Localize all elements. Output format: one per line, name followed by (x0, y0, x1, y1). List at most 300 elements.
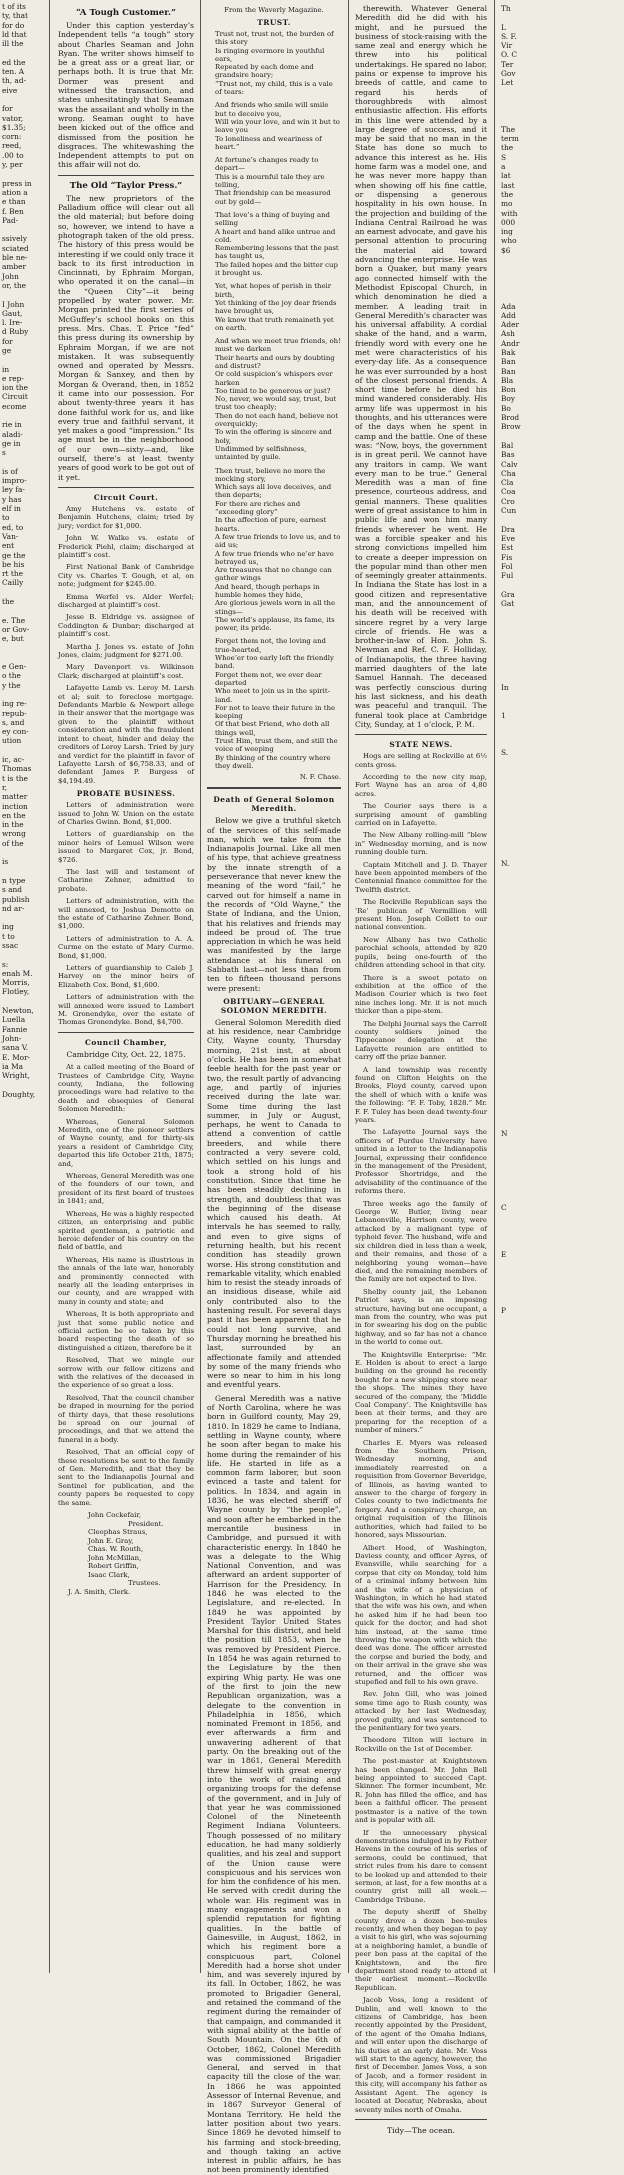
poem-line: Which says all love deceives, and then departs; (215, 483, 332, 500)
fragment-line: Cla (501, 478, 514, 488)
fragment-line (501, 962, 622, 971)
fragment-line: John (2, 271, 19, 281)
fragment-line: s (2, 448, 6, 458)
paragraph: General Solomon Meredith died at his residence, near Cambridge City, Wayne county, Thursday morning, 21st inst, at about o’clock. He has been in somewhat feeble health for the past year or two, the result partly of advancing age, and partly of injuries received during the late war. Some time during the last summer, in July or August, perhaps, he went to Canada to attend a convention of cattle breeders, and while there contracted a very severe cold, which settled on his lungs and took a strong hold of his constitution. Since that time he has been steadily declining in strength, and doubtless that was the beginning of the disease which caused his death. At intervals he has seemed to rally, and even to give signs of returning health, but his recent condition has steadily grown worse. His strong constitution and remarkable vitality, which enabled him to resist the steady inroads of an insidious disease, while aid only contributed also to the hastening result. For several days past it has been apparent that he could not long survive, and Thursday morning he breathed his last, surrounded by an affectionate family and attended by some of the many friends who were so near to him in his long and eventful years. (207, 1017, 341, 1390)
poem-line: In the affection of pure, earnest hearts. (215, 516, 327, 533)
fragment-line (501, 655, 622, 664)
fragment-line: Ada (501, 301, 516, 311)
fragment-line: ent (2, 541, 15, 551)
paragraph: Rev. John Gill, who was joined some time ago to Rush county, was attacked by her last Wednesday, proved guilty, and was sentenced to the penitentiary for two years. (355, 1690, 487, 1733)
fragment-line (501, 952, 622, 961)
paragraph: Theodore Tilton will lecture in Rockville on the 1st of December. (355, 1736, 487, 1753)
poem-line: Their hearts and ours by doubting and distrust? (215, 353, 335, 370)
fragment-line (2, 643, 46, 652)
fragment-line (501, 766, 622, 775)
fragment-line (501, 924, 622, 933)
fragment-line (501, 1343, 622, 1352)
fragment-line: or, the (2, 280, 26, 290)
fragment-line: en the (2, 810, 26, 820)
fragment-line (501, 1324, 622, 1333)
fragment-line (501, 1120, 622, 1129)
fragment-line: Ader (501, 320, 519, 330)
fragment-line: Andr (501, 338, 520, 348)
fragment-line: in the (2, 820, 24, 830)
fragment-line (501, 283, 622, 292)
fragment-line: Bak (501, 347, 516, 357)
fragment-line: of the (2, 838, 24, 848)
fragment-line: sciated (2, 243, 29, 253)
column-2 (203, 0, 345, 2175)
fragment-line: Gaut, (2, 308, 23, 318)
fragment-line: ge the (2, 550, 26, 560)
poem-line: At fortune’s changes ready to depart— (215, 156, 319, 173)
fragment-line: Bla (501, 375, 514, 385)
fragment-line (2, 653, 46, 662)
fragment-line: l. Ire- (2, 318, 23, 328)
paragraph: Whereas, His name is illustrious in the annals of the late war, honorably and prominently connected with nearly all the leading enterprises in our county, and are wrapped with many in county and state; and (58, 1255, 194, 1306)
paragraph: Resolved, That the council chamber be draped in mourning for the period of thirty days, that these resolutions be spread on our journal of proceedings, and that we attend the funeral in a body. (58, 1393, 194, 1444)
fragment-line: Bas (501, 450, 515, 460)
fragment-line (501, 13, 622, 22)
fragment-line: Ter (501, 59, 514, 69)
fragment-line: Pad- (2, 215, 19, 225)
paragraph: At a called meeting of the Board of Trustees of Cambridge City, Wayne county, Indiana, the following proceedings were had relative to the death and obsequies of General Solomon Meredith: (58, 1063, 194, 1114)
poem-line: A few true friends who ne’er have betrayed us, (215, 549, 334, 566)
fragment-line (2, 746, 46, 755)
fragment-line: Th (501, 4, 511, 13)
trustee-name: Chas. W. Routh, (88, 1545, 144, 1554)
fragment-line: s, and (2, 717, 25, 727)
fragment-line (501, 580, 622, 589)
fragment-line: a (501, 162, 506, 172)
fragment-line: press in (2, 178, 32, 188)
fragment-line (501, 701, 622, 710)
fragment-line (501, 1148, 622, 1157)
fragment-line: mo (501, 199, 513, 209)
divider (58, 175, 194, 176)
paragraph: General Meredith was a native of North Carolina, where he was born in Guilford county, May 29, 1810. In 1829 he came to Indiana, settling in Wayne county, where he soon after began to make his home during the remainder of his life. He started in life as a common farm laborer, but soon evinced a taste and talent for politics. In 1834, and again in 1836, he was elected sheriff of Wayne county by “the people”, and soon after he embarked in the mercantile business in Cambridge, and pursued it with characteristic energy. In 1840 he was a delegate to the Whig National Convention, and was afterward an ardent supporter of Harrison for the Presidency. In 1846 he was elected to the Legislature, and re-elected. In 1849 he was appointed by President Taylor United States Marshal for this district, and held the position till 1853, when he was removed by President Pierce. In 1854 he was again returned to the Legislature by the then expiring Whig party. He was one of the first to join the new Republican organization, was a delegate to the convention in Philadelphia in 1856, which nominated Fremont in 1856, and ever afterwards a firm and unwavering adherent of that party. On the breaking out of the war in 1861, General Meredith threw himself with great energy into the work of raising and organizing troops for the defense of the government, and in July of that year he was commissioned Colonel of the Nineteenth Regiment Indiana Volunteers. Though possessed of no military education, he had many soldierly qualities, and his zeal and support of the Union cause were conspicuous and his services won for him the confidence of his men. He served with credit during the whole war. His regiment was in many engagements and won a splendid reputation for fighting qualities. In the battle of Gainesville, in August, 1862, in which his regiment bore a conspicuous part, Colonel Meredith had a horse shot under him, and was severely injured by its fall. In October, 1862, he was promoted to Brigadier General, and retained the command of the regiment during the remainder of that campaign, and commanded it with signal ability at the battle of South Mountain. On the 6th of October, 1862, Colonel Meredith was commissioned Brigadier General, and served in that capacity till the close of the war. In 1866 he was appointed Assessor of Internal Revenue, and in 1867 Surveyor General of Montana Territory. He held the latter position about two years. Since 1869 he devoted himself to his farming and stock-breeding, and though taking an active interest in public affairs, he has not been prominently identified (207, 1393, 341, 2175)
fragment-line (2, 48, 46, 57)
poem-line: Is ringing evermore in youthful ears, (215, 46, 325, 63)
fragment-line (501, 729, 622, 738)
paragraph: Captain Mitchell and J. D. Thayer have been appointed members of the Centennial finance committee for the Twelfth district. (355, 860, 487, 894)
paragraph: therewith. Whatever General Meredith did he did with his might, and he pursued the business of stock-raising with the same zeal and energy which he threw into his political undertakings. He spared no labor, pains or expense to improve his breeds of cattle, and came to regard his herds of thoroughbreds with almost enthusiastic affection. His efforts in this line were attended by a large degree of success, and it may be said that no man in the State has done so much to advance this interest as he. His home farm was a model one, and he was never more happy than when showing off his fine cattle, or dispensing a generous hospitality in his own house. In the projection and building of the Indiana Central Railroad he was an earnest advocate, and gave his personal attention to procuring the material aid toward advancing the enterprise. He was born a Quaker, but many years ago connected himself with the Methodist Episcopal Church, in which denomination he died a member. A leading trait in General Meredith’s character was his universal affability. A cordial shake of the hand, and a warm, friendly word with every one he met were characteristics of his every-day life. As a consequence he was ever surrounded by a host of the closest personal friends. A short time before he died his mind wandered considerably. His army life was uppermost in his thoughts, and his utterances were of the days when he spent in camp and the battle. One of these was: “Now, boys, the government is in great peril. We cannot have any traitors in camp. We want every man to be true.” General Meredith was a man of fine presence, courteous address, and genial manners. These qualities were of great assistance to him in public life and won him many friends wherever he went. He was a forcible speaker and his strong convictions impelled him to create a deeper impression on the popular mind than other men of seemingly greater attainments. In Indiana the State has lost in a good citizen and representative man, and the announcement of his death will be received with sincere regret by a very large circle of friends. He was a brother-in-law of Hon. John S. Newman and Ref. C. F. Holliday, of Indianapolis, the three having married daughters of the late Samuel Hannah. The deceased was perfectly conscious during his last sickness, and his death was peaceful and tranquil. The funeral took place at Cambridge City, Sunday, at 1 o’clock, P. M. (355, 4, 487, 729)
paragraph: The Courier says there is a surprising amount of gambling carried on in Lafayette. (355, 802, 487, 827)
fragment-line: ssac (2, 940, 19, 950)
poem-line: And when we meet true friends, oh! must we darken (215, 337, 341, 354)
fragment-line: Ban (501, 366, 516, 376)
paragraph: A land township was recently found on Clifton Heights on the Brooks, Floyd county, carved upon the shell of which with a knife was the following: “F. F. Toby, 1828.” Mr. F. F. Tuley has been dead twenty-four years. (355, 1065, 487, 1124)
poem-line: The failed hopes and the bitter cup it brought us. (215, 260, 338, 278)
paragraph: Under this caption yesterday’s Independent tells “a tough” story about Charles Seaman and John Ryan. The writer shows himself to be a great ass or a great liar, or perhaps both. It is true that Mr. Dormer was present and witnessed the transaction, and states unhesitatingly that Seaman was the assailant and wholly in the wrong. Seaman ought to have been kicked out of the office and dismissed from the position he disgraces. The whitewashing the Independent attempts to put on this affair will not do. (58, 21, 194, 170)
fragment-line (2, 290, 46, 299)
poem-line: We know that truth remaineth yet on earth. (215, 315, 334, 332)
fragment-line: the (501, 189, 514, 199)
fragment-line (501, 1073, 622, 1082)
trustee-name: Isaac Clark, (88, 1570, 130, 1579)
fragment-line: C (501, 1203, 507, 1213)
fragment-line (501, 1213, 622, 1222)
fragment-line: is (2, 857, 9, 867)
poem-line: That love’s a thing of buying and selling (215, 210, 330, 228)
fragment-line (2, 690, 46, 699)
paragraph: According to the new city map, Fort Wayne has an area of 4,80 acres. (355, 772, 487, 798)
fragment-line (2, 588, 46, 597)
poem-line: Yet, what hopes of perish in their birth, (215, 282, 332, 299)
fragment-line: Est (501, 543, 514, 553)
divider (355, 2119, 487, 2120)
fragment-line: sana V. (2, 1043, 29, 1053)
fragment-line (501, 934, 622, 943)
fragment-line: L (501, 22, 506, 32)
poem-line: Forget them not, the loving and true-hearted, (215, 637, 326, 654)
fragment-line: y the (2, 680, 21, 690)
fragment-line (501, 1175, 622, 1184)
fragment-line (501, 1333, 622, 1342)
fragment-line: for do (2, 20, 25, 30)
paragraph: Letters of administration were issued to John W. Union on the estate of Charles Gwinn. Bond, $1,000. (58, 801, 194, 826)
fragment-line: vator, (2, 113, 24, 123)
poem-stanza (207, 467, 341, 633)
column-rule (49, 0, 50, 1973)
fragment-line (501, 757, 622, 766)
fragment-line: Gat (501, 599, 515, 608)
divider (58, 1032, 194, 1033)
left-fragment-column (0, 0, 48, 1973)
death-meredith-intro (207, 816, 341, 993)
paragraph: The New Albany rolling-mill “blew in” Wednesday morning, and is now running double turn. (355, 831, 487, 857)
fragment-line (501, 1017, 622, 1026)
fragment-line: Cun (501, 506, 517, 516)
poem-line: And friends who smile will smile but to deceive you, (215, 101, 329, 118)
poem-line: Then trust, believe no more the mocking story, (215, 466, 326, 483)
paragraph: The Knightsville Enterprise: “Mr. E. Holden is about to erect a large building on the ground he recently bought for a new shipping store near the shops. The mines they have secured of the company, the ‘Middle Coal Company’. The Knightsville has been at their terms, and they are preparing for the reception of a number of miners.” (355, 1350, 487, 1435)
paragraph: Charles E. Myers was released from the Southern Prison, Wednesday morning, and immediately rearrested on a requisition from Governor Beveridge, of Illinois, as having wanted to answer to the charge of forgery in Coles county to two indictments for forgery. And a conspiracy charge, an original requisition of the Illinois authorities, which had failed to be honored, says Missourian. (355, 1438, 487, 1540)
fragment-line (501, 831, 622, 840)
fragment-line: E (501, 1249, 507, 1259)
poem-line: Will win your love, and win it but to leave you (215, 117, 340, 135)
tough-customer-title: “A Tough Customer.” (76, 8, 176, 18)
fragment-line (501, 664, 622, 673)
fragment-line: e rep- (2, 373, 24, 383)
fragment-line: Eve (501, 533, 515, 543)
fragment-line (501, 645, 622, 654)
fragment-line: Cha (501, 468, 516, 478)
fragment-line: ld that (2, 29, 27, 39)
paragraph: Three weeks ago the family of George W. Butler, living near Lebanonville, Harrison county, were attacked by a malignant type of typhoid fever. The husband, wife and six children died in less than a week, and their remains, and those of a neighboring young woman—have died, and the remaining members of the family are not expected to live. (355, 1199, 487, 1284)
fragment-line: th, ad- (2, 76, 27, 86)
right-fragment-column (497, 0, 624, 1973)
fragment-line (501, 738, 622, 747)
fragment-line: $1.35; (2, 122, 26, 132)
poem-title: TRUST. (257, 18, 291, 27)
poem-stanza (207, 211, 341, 277)
fragment-line: lat (501, 171, 511, 181)
poem-stanza (207, 156, 341, 206)
fragment-line: to (2, 513, 10, 523)
poem-line: A few true friends to love us, and to aid us; (215, 532, 341, 550)
fragment-line: o the (2, 671, 21, 681)
fragment-line (501, 1101, 622, 1110)
paragraph: Whereas, He was a highly respected citizen, an enterprising and public spirited gentleman, a patriotic and heroic defender of his country on the field of battle, and (58, 1209, 194, 1252)
fragment-line: ing (2, 922, 14, 932)
fragment-line: Morris, (2, 978, 30, 988)
fragment-line: ssively (2, 234, 28, 244)
fragment-line: Boy (501, 394, 516, 404)
fragment-line (501, 794, 622, 803)
fragment-line: last (501, 180, 515, 190)
paragraph: Letters of administration with the will annexed were issued to Lambert M. Gronendyke, over the estate of Thomas Gronendyke. Bond, $4,700. (58, 993, 194, 1027)
paragraph: The last will and testament of Catharine Zehner, admitted to probate. (58, 867, 194, 893)
fragment-line: t of its (2, 2, 26, 11)
poem-line: Then do not each hand, believe not overquickly; (215, 411, 338, 429)
fragment-line: or Gov- (2, 624, 30, 634)
state-news-title: STATE NEWS. (389, 740, 453, 750)
circuit-court-title: Circuit Court. (93, 492, 159, 502)
fragment-line: d Ruby (2, 327, 29, 337)
fragment-line (501, 980, 622, 989)
council-dateline: Cambridge City, Oct. 22, 1875. (66, 1049, 186, 1059)
fragment-line: Fis (501, 552, 513, 562)
death-meredith-title: Death of General Solomon Meredith. (213, 795, 335, 814)
fragment-line: amber (2, 262, 27, 272)
poem-stanza (207, 282, 341, 332)
poem-line: Of that best Friend, who doth all things well, (215, 720, 330, 737)
paragraph: New Albany has two Catholic parochial schools, attended by 820 pupils, being one-fourth of the children attending school in that city. (355, 935, 487, 970)
fragment-line: P (501, 1305, 506, 1315)
fragment-line (501, 692, 622, 701)
fragment-line: .00 to (2, 150, 24, 160)
poem-line: No, never, we would say, trust, but trust too cheaply; (215, 395, 337, 412)
fragment-line (501, 822, 622, 831)
fragment-line: Calv (501, 459, 518, 469)
fragment-line (2, 848, 46, 857)
fragment-line: impro- (2, 476, 27, 486)
poem-line: Are glorious jewels worn in all the stings— (215, 599, 336, 616)
fragment-line: ley fa- (2, 485, 25, 495)
fragment-line: In (501, 682, 509, 692)
fragment-line (2, 355, 46, 364)
fragment-line (501, 116, 622, 125)
council-president: John Cockefair, President. (88, 1511, 164, 1528)
poem-line: Remembering lessons that the past has taught us, (215, 244, 339, 261)
fragment-line: Bal (501, 440, 514, 450)
fragment-line: t to (2, 931, 15, 941)
fragment-line: eive (2, 85, 18, 95)
paragraph: Hogs are selling at Rockville at 6½ cents gross. (355, 752, 487, 769)
poem-line: This is a mournful tale they are telling, (215, 172, 325, 190)
fragment-line (501, 627, 622, 636)
obituary-continued (355, 4, 487, 729)
fragment-line: ill the (2, 39, 24, 49)
fragment-line: Doughty, (2, 1089, 36, 1099)
fragment-line: N. (501, 859, 510, 869)
poem-source: From the Waverly Magazine. (224, 6, 324, 14)
fragment-line: John- (2, 1033, 22, 1043)
fragment-line (501, 1082, 622, 1091)
fragment-line (501, 1259, 622, 1268)
paragraph: Whereas, General Meredith was one of the founders of our town, and president of its first board of trustees in 1841; and, (58, 1172, 194, 1206)
fragment-line: is of (2, 466, 18, 476)
fragment-line (2, 867, 46, 876)
fragment-line: $6 (501, 245, 511, 255)
poem-line: Too timid to be generous or just? (215, 386, 331, 395)
poem-line: Who meet to join us in the spirit-land. (215, 687, 330, 704)
fragment-line: s: (2, 959, 9, 969)
paragraph: If the unnecessary physical demonstrations indulged in by Father Havens in the course of his series of sermons, could be continued, that strict rules from his dare to consent to be looked up and attended to their sermon, at last, for a few months at a country grist mill all week.—Cambridge Tribune. (355, 1828, 487, 1904)
fragment-line (501, 804, 622, 813)
fragment-line (2, 95, 46, 104)
fragment-line (501, 1194, 622, 1203)
paragraph: Below we give a truthful sketch of the services of this self-made man, which we take from the Indianapolis Journal. Like all men of his type, that achieve greatness by the innate strength of a perseverance that never knew the meaning of the word “fail,” he carved out for himself a name in the records of “Old Wayne,” the State of Indiana, and the Union, that his relatives and friends may indeed be proud of. The true appreciation in which he was held was manifested by the large attendance at his funeral on Sabbath last—not less than from ten to fifteen thousand persons were present: (207, 816, 341, 993)
trustees-label: Trustees. (128, 1579, 161, 1588)
fragment-line: Flotley, (2, 987, 30, 997)
circuit-court-article (58, 505, 194, 785)
paragraph: Whereas, It is both appropriate and just that some public notice and official action be so taken by this board respecting the death of so distinguished a citizen, therefore be it (58, 1310, 194, 1352)
paragraph: The Rockville Republican says the ‘Re’ publican of Vermillion will present Hon. Joseph Collett to our national convention. (355, 898, 487, 932)
fragment-line: r, (2, 782, 8, 792)
fragment-line: Luella (2, 1015, 26, 1025)
fragment-line (501, 1296, 622, 1305)
fragment-line: Fol (501, 561, 513, 571)
fragment-line: N (501, 1128, 508, 1138)
fragment-line (501, 88, 622, 97)
fragment-line: Ban (501, 357, 516, 367)
fragment-line: ble ne- (2, 253, 28, 263)
fragment-line: ey con- (2, 727, 29, 737)
trustee-name: John E. Gray, (88, 1536, 134, 1545)
fragment-line (501, 1064, 622, 1073)
fragment-line (501, 1166, 622, 1175)
fragment-line: corn: (2, 132, 22, 142)
poem-line: For not to leave their future in the keeping (215, 703, 336, 721)
fragment-line (501, 1036, 622, 1045)
fragment-line (501, 1008, 622, 1017)
fragment-line: Bon (501, 385, 516, 395)
fragment-line: O. C (501, 50, 517, 60)
fragment-line: for (2, 104, 13, 114)
trustee-name: John McMillan, (88, 1553, 142, 1562)
fragment-line (501, 618, 622, 627)
fragment-line (2, 411, 46, 420)
obituary-article (207, 1018, 341, 2175)
column-rule (200, 0, 201, 1973)
fragment-line: f. Ben (2, 206, 24, 216)
fragment-line (501, 1092, 622, 1101)
fragment-line: ty, that (2, 11, 28, 21)
fragment-line (501, 1138, 622, 1147)
fragment-line: Coa (501, 487, 516, 497)
poem-line: Trust Him, trust them, and still the voice of weeping (215, 737, 338, 754)
paragraph: The new proprietors of the Palladium office will clear out all the old material; but before doing so, however, we intend to have a photograph taken of the old press. The history of this press would be interesting if we could only trace it back to its first introduction in Cincinnati, by Ephraim Morgan, who operated it on the canal—in the “Queen City”—it being propelled by water power. Mr. Morgan printed the first series of McGuffey’s school books on this press. Mrs. Chas. T. Price “fed” this press during its ownership by Ephraim Morgan, if we are not mistaken. It was subsequently owned and operated by Messrs. Morgan & Sanxey, and then by Morgan & Overand, then, in 1852 it came into our possession. For about twenty-three years it has done faithful work for us, and like every true and faithful servant, it yet makes a good “impression.” Its age must be in the neighborhood of our own—sixty—and, like ourself, there’s at least twenty years of good work to be got out of it yet. (58, 193, 194, 482)
fragment-line (501, 887, 622, 896)
paragraph: Whereas, General Solomon Meredith, one of the pioneer settlers of Wayne county, and for thirty-six years a resident of Cambridge City, departed this life October 21th, 1875; and, (58, 1117, 194, 1168)
fragment-line: ution (2, 736, 22, 746)
poem-line: And heard, though perhaps in humble homes they hide, (215, 582, 320, 599)
fragment-line: for (2, 336, 13, 346)
fragment-line: y has (2, 494, 22, 504)
fragment-line (501, 292, 622, 301)
fragment-line (501, 515, 622, 524)
fragment-line (501, 785, 622, 794)
fragment-line: reed, (2, 141, 22, 151)
poem-stanza (207, 337, 341, 461)
poem-line: Yet thinking of the joy dear friends have brought us, (215, 298, 337, 316)
paragraph: Resolved, That an official copy of these resolutions be sent to the family of Gen. Meredith, and that they be sent to the Indianapolis Journal and Sentinel for publication, and the county papers be requested to copy the same. (58, 1448, 194, 1507)
fragment-line: Brow (501, 422, 521, 432)
fragment-line (501, 1240, 622, 1249)
paragraph: Letters of guardianship on the minor heirs of Lemuel Wilson were issued to Margaret Cox, jr. Bond, $726. (58, 830, 194, 864)
fragment-line: the (2, 597, 15, 606)
poem-line: Repeated by each dome and grandsire hoary; (215, 63, 314, 80)
fragment-line: 000 (501, 217, 516, 227)
poem-trust (207, 30, 341, 770)
poem-line: For there are riches and “exceeding glory” (215, 499, 301, 517)
fragment-line: in (2, 364, 10, 374)
paragraph: The post-master at Knightstown has been changed. Mr. John Bell being appointed to succeed Capt. Skinner. The former incumbent, Mr. R. John has filled the office, and has been a faithful officer. The present postmaster is a native of the town and is popular with all. (355, 1757, 487, 1825)
paragraph: Shelby county jail, the Lebanon Patriot says, is an imposing structure, having but one occupant, a man from the country, who was put in for swearing his dog on the public highway, and so far has not a chance in the world to come out. (355, 1287, 487, 1347)
poem-line: A heart and hand alike untrue and cold. (215, 227, 336, 244)
poem-line: Undimmed by selfishness, untainted by guile. (215, 444, 307, 462)
fragment-line: e Gen- (2, 662, 27, 672)
fragment-line: S (501, 152, 507, 162)
fragment-line: s and (2, 885, 23, 895)
council-resolutions (58, 1063, 194, 1507)
poem-line: That friendship can be measured out by gold— (215, 189, 331, 206)
paragraph: Albert Hood, of Washington, Daviess county, and officer Ayres, of Evansville, while searching for a corpse that city on Monday, told him of a criminal infamy between him and the wife of a physician of Washington, in which he had stated that the wife was his own, and when he asked him if he had been too quick for the doctor, and had shot him instead, at the same time throwing the weapon with which the deed was done. The officer arrested the corpse and buried the body, and on their arrival in the grave she was returned, and the officer was stupefied and fell to his own grave. (355, 1543, 487, 1686)
state-news-items (355, 752, 487, 2114)
fragment-line (501, 999, 622, 1008)
fragment-line: term (501, 134, 519, 144)
fragment-line (501, 813, 622, 822)
poem-stanza (207, 101, 341, 151)
fragment-line: ten. A (2, 67, 25, 77)
fragment-line (501, 636, 622, 645)
fragment-line: inction (2, 801, 28, 811)
fragment-line: Newton, (2, 1006, 34, 1016)
paragraph: Emma Werfel vs. Alder Werfel; discharged at plaintiff’s cost. (58, 592, 194, 610)
fragment-line (501, 1110, 622, 1119)
fragment-line: enah M. (2, 968, 33, 978)
fragment-line: The (501, 124, 516, 134)
trustee-name: Cleophas Straus, (88, 1528, 148, 1537)
fragment-line: e. The (2, 615, 26, 625)
fragment-line: Ful (501, 571, 514, 581)
fragment-line: Dra (501, 524, 515, 534)
fragment-line: n type (2, 875, 26, 885)
fragment-line: elf in (2, 504, 21, 514)
fragment-line (501, 264, 622, 273)
fragment-line: rie in (2, 420, 22, 430)
column-rule (348, 0, 349, 1973)
divider (355, 734, 487, 735)
taylor-press-article (58, 194, 194, 482)
poem-author: N. F. Chase. (299, 773, 341, 782)
paragraph: There is a sweet potato on exhibition at the office of the Madison Courier which is two feet nine inches long. Mr. it is not much thicker than a pipe-stem. (355, 973, 487, 1016)
fragment-line: wrong (2, 829, 26, 839)
fragment-line: Wright, (2, 1071, 30, 1081)
tidy-footer: Tidy—The ocean. (386, 2125, 456, 2135)
fragment-line: ed, to (2, 522, 24, 532)
fragment-line: e, but (2, 634, 24, 644)
paragraph: Letters of administration to A. A. Curme on the estate of Mary Curme. Bond, $1,000. (58, 934, 194, 960)
fragment-line: Cro (501, 496, 515, 506)
fragment-line (501, 915, 622, 924)
fragment-line: S. F. (501, 31, 517, 41)
fragment-line (501, 1287, 622, 1296)
fragment-line (501, 1027, 622, 1036)
fragment-line: Thomas (2, 764, 32, 774)
